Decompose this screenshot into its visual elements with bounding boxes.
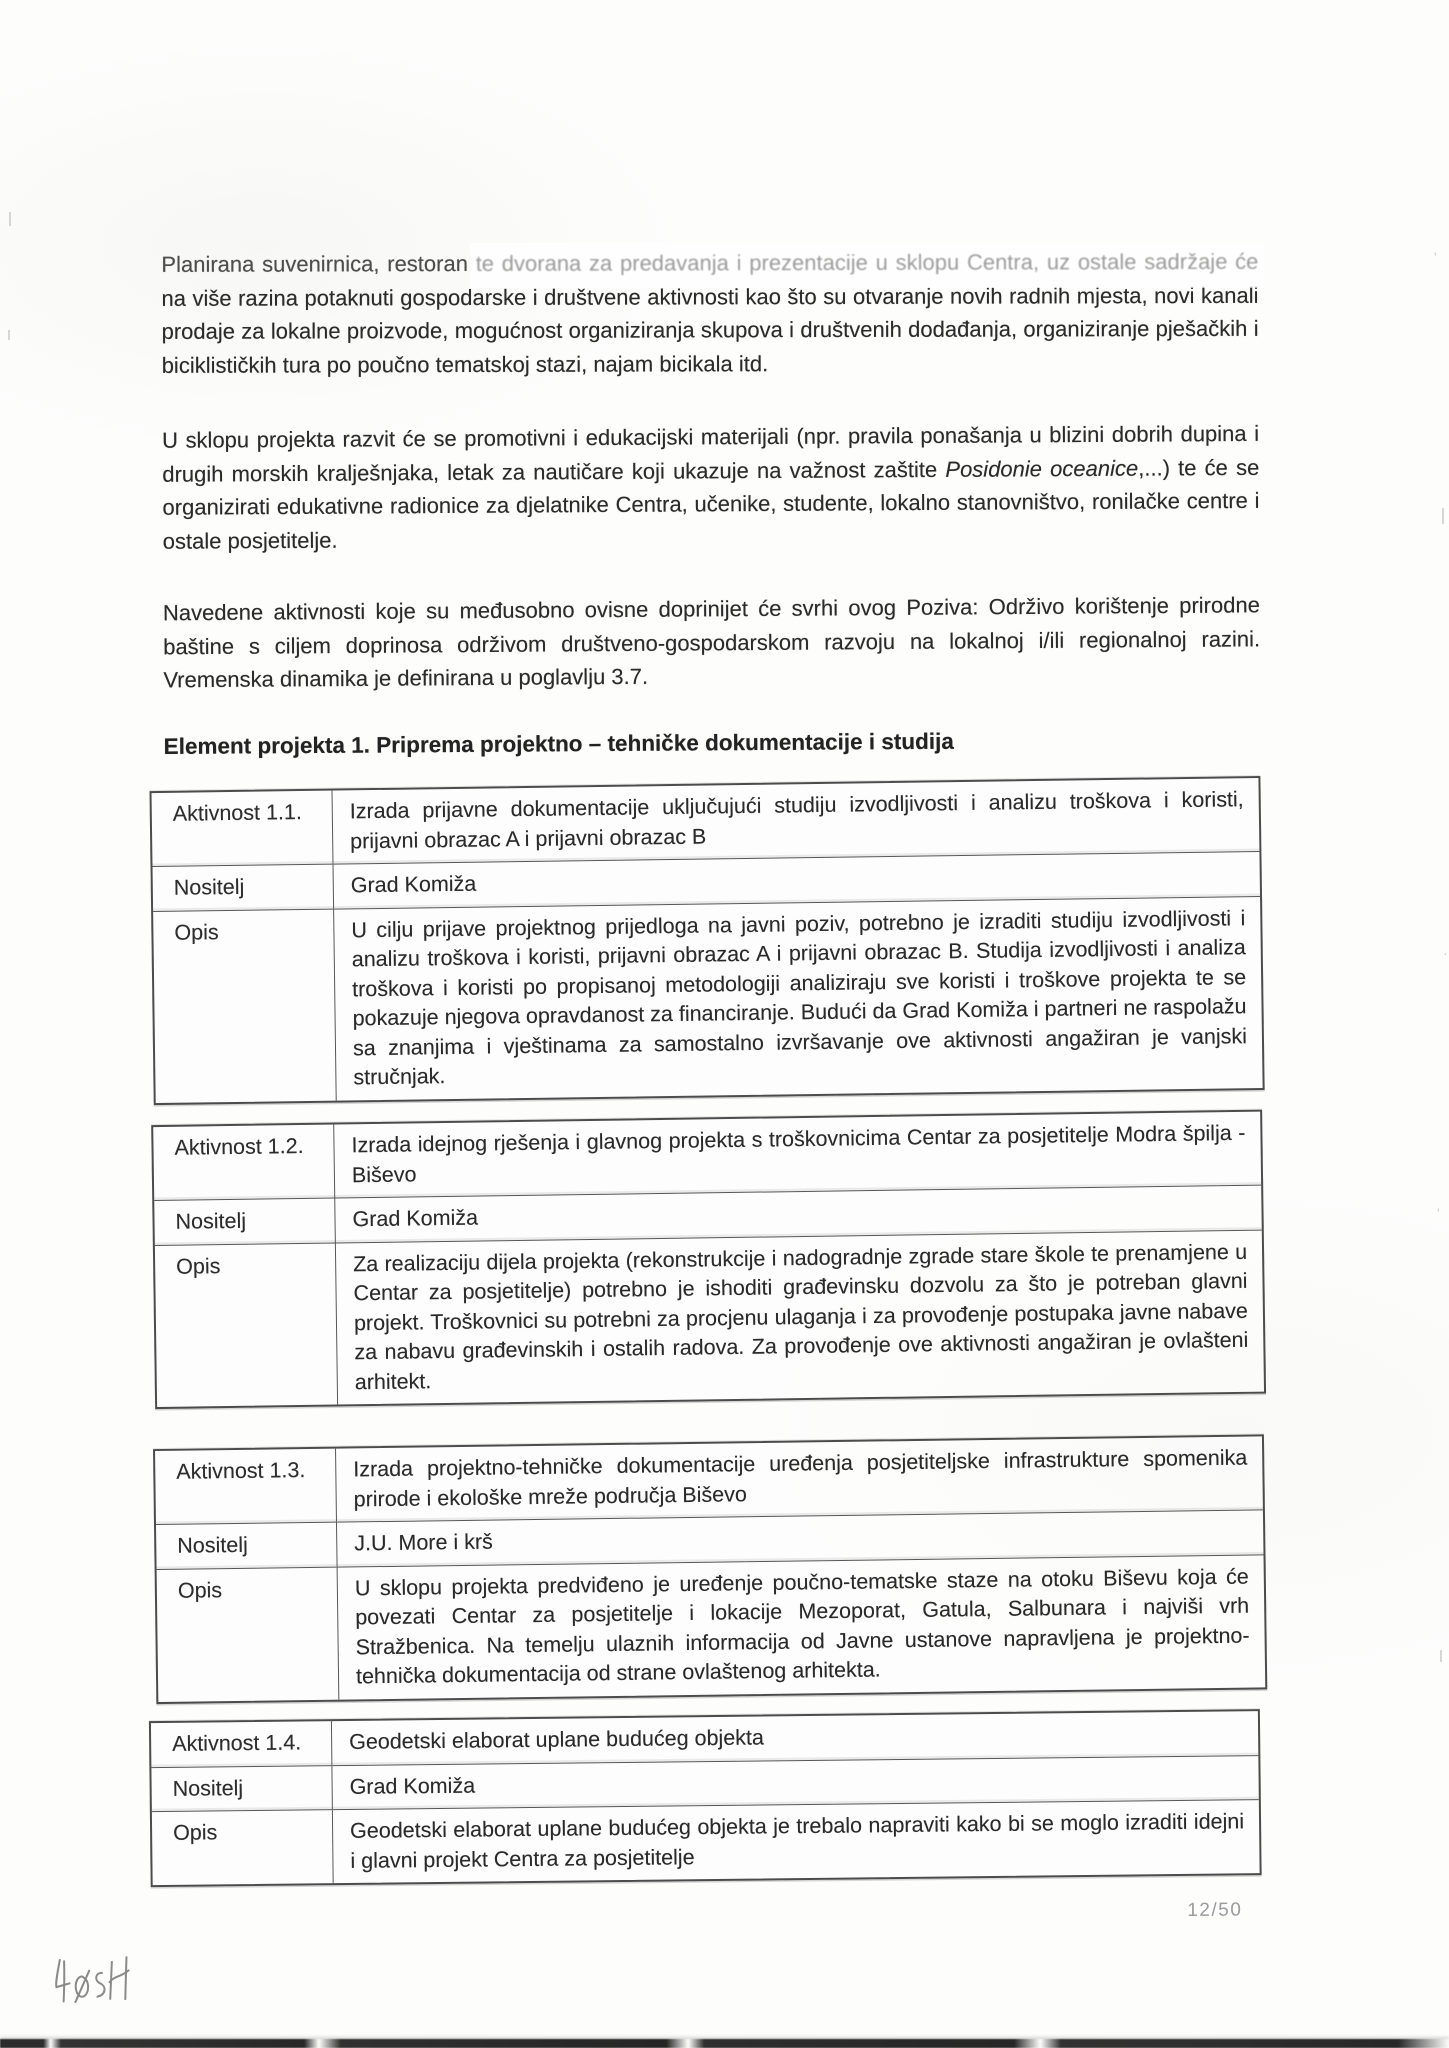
description-label-cell: Opis [155,1243,338,1407]
activity-label-cell: Aktivnost 1.3. [155,1449,337,1524]
holder-label-cell: Nositelj [153,865,335,911]
activity-table-1-2 [151,1110,1266,1409]
table-row [152,1799,1260,1885]
activity-label-cell: Aktivnost 1.1. [152,791,334,866]
species-name-italic: Posidonie oceanice [945,455,1139,482]
paragraph-activities-purpose: Navedene aktivnosti koje su međusobno ovisne doprinijet će svrhi ovog Poziva: Održivo korištenje prirodne baštine s ciljem doprinosa održivom društveno-gospodarskom razvoju na lokalnoj i/ili regionalnoj razini. Vremenska dinamika je definirana u poglavlju 3.7. [162,592,1261,693]
paragraph-promo-materials [162,417,1260,558]
description-value-cell: U cilju prijave projektnog prijedloga na javni poziv, potrebno je izraditi studiju izvodljivosti i analizu troškova i koristi, prijavni obrazac A i prijavni obrazac B. Studija izvodljivosti i analiza troškova i koristi po propisanoj metodologiji analiziraju sve koristi i troškove projekta te se pokazuje njegova opravdanost za financiranje. Budući da Grad Komiža i partneri ne raspolažu sa znanjima i vještinama za samostalno izvršavanje ove aktivnosti angažiran je vanjski stručnjak. [351,905,1248,1090]
description-value-cell: Geodetski elaborat uplane budućeg objekta je trebalo napraviti kako bi se moglo izraditi idejni i glavni projekt Centra za posjetitelje [349,1809,1245,1873]
handwritten-mark [46,1945,152,2020]
holder-label-cell: Nositelj [151,1766,332,1811]
table-row [155,1436,1263,1524]
activity-title-cell: Izrada projektno-tehničke dokumentacije uređenja posjetiteljske infrastrukture spomenika prirode i ekološke mreže područja Biševo [353,1445,1248,1511]
scan-speck: ' [1434,249,1437,265]
scan-speck [1440,1650,1442,1662]
scan-speck [1442,508,1444,524]
scan-speck: · [1443,945,1448,961]
description-value-cell: U sklopu projekta predviđeno je uređenje poučno-tematske staze na otoku Biševu koja će povezati Centar za posjetitelje i lokacije Mezoporat, Gatula, Salbunara i najviši vrh Stražbenica. Na temelju ulaznih informacija od Javne ustanove napravljena je projektno-tehnička dokumentacija od strane ovlaštenog arhitekta. [354,1564,1250,1689]
activity-table-1-4 [149,1709,1262,1887]
scan-bottom-edge-artifact [0,2039,1449,2048]
holder-value-cell: Grad Komiža [350,871,477,898]
holder-label-cell: Nositelj [156,1523,338,1569]
description-label-cell: Opis [157,1567,340,1701]
activity-label-cell: Aktivnost 1.4. [151,1721,332,1766]
description-value-cell: Za realizaciju dijela projekta (rekonstrukcije i nadogradnje zgrade stare škole te prenamjene u Centar za posjetitelje) potrebno je ishoditi građevinsku dozvolu za što je potreban glavni projekt. Troškovnici su potrebni za procjenu ulaganja i za provođenje postupaka javne nabave za nabavu građevinskih i ostalih radova. Za provođenje ove aktivnosti angažiran je ovlašteni arhitekt. [352,1239,1249,1394]
paragraph-promo-text: U sklopu projekta razvit će se promotivni i edukacijski materijali (npr. pravila ponašanja u blizini dobrih dupina i drugih morskih kralješnjaka, letak za nautičare koji ukazuje na važnost zaštite [161,420,1260,487]
description-label-cell: Opis [152,1810,334,1885]
scan-speck [8,330,10,340]
scan-speck: ' [1437,1205,1440,1221]
activity-label-cell: Aktivnost 1.2. [153,1125,335,1201]
activity-title-cell: Geodetski elaborat uplane budućeg objekta [349,1725,765,1754]
activity-title-cell: Izrada prijavne dokumentacije uključujući studiju izvodljivosti i analizu troškova i koristi, prijavni obrazac A i prijavni obrazac B [349,787,1244,853]
activity-table-1-1 [149,776,1264,1105]
table-row [153,895,1263,1102]
paragraph-promo-text-cont: ,...) te će se organizirati edukativne radionice za djelatnike Centra, učenike, studente, lokalno stanovništvo, ronilačke centre i ostale posjetitelje. [162,454,1260,554]
table-row [153,1112,1261,1200]
activity-title-cell: Izrada idejnog rješenja i glavnog projekta s troškovnicima Centar za posjetitelje Modra špilja - Biševo [351,1120,1246,1187]
table-row [152,778,1260,866]
paragraph-planned-facilities: Planirana suvenirnica, restoran te dvorana za predavanja i prezentacije u sklopu Centra, uz ostale sadržaje će na više razina potaknuti gospodarske i društvene aktivnosti kao što su otvaranje novih radnih mjesta, novi kanali prodaje za lokalne proizvode, mogućnost organiziranja skupova i društvenih dodađanja, organiziranje pješačkih i biciklističkih tura po poučno tematskoj stazi, najam bicikala itd. [161,248,1259,378]
section-heading-element-1: Element projekta 1. Priprema projektno – tehničke dokumentacije i studija [163,728,954,759]
holder-value-cell: Grad Komiža [352,1205,479,1232]
holder-label-cell: Nositelj [154,1199,336,1245]
scan-speck [9,212,11,226]
holder-value-cell: J.U. More i krš [354,1529,493,1556]
page-number: 12/50 [1187,1899,1243,1922]
table-row [157,1554,1266,1702]
activity-table-1-3 [153,1434,1267,1703]
description-label-cell: Opis [153,909,337,1102]
holder-value-cell: Grad Komiža [349,1773,476,1799]
table-row [155,1229,1264,1407]
